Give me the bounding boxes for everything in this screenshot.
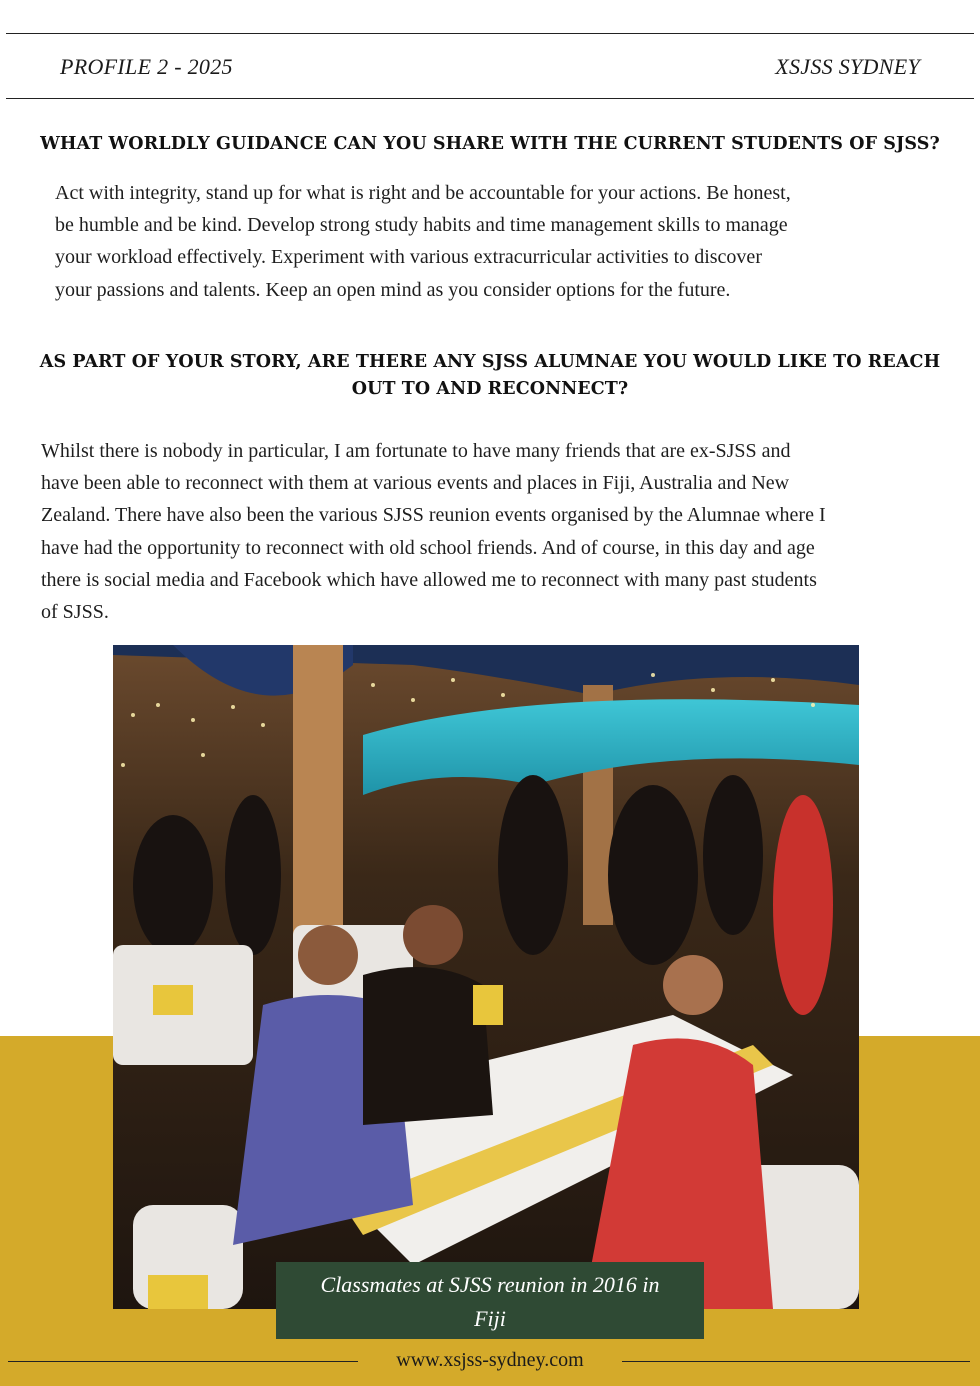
question-2 — [30, 349, 950, 403]
question-2-line: OUT TO AND RECONNECT? — [351, 379, 629, 399]
answer-2-line: have been able to reconnect with them at various events and places in Fiji, Australia and New — [41, 472, 790, 495]
caption-line: Classmates at SJSS reunion in 2016 in — [320, 1272, 660, 1297]
footer-url: www.xsjss-sydney.com — [396, 1349, 584, 1371]
question-2-line: AS PART OF YOUR STORY, ARE THERE ANY SJSS ALUMNAE YOU WOULD LIKE TO REACH — [39, 352, 941, 372]
header-bottom-rule — [6, 98, 974, 99]
answer-1-line: your passions and talents. Keep an open mind as you consider options for the future. — [55, 278, 731, 301]
answer-2-line: Zealand. There have also been the various SJSS reunion events organised by the Alumnae where I — [41, 504, 826, 527]
answer-1-line: your workload effectively. Experiment with various extracurricular activities to discover — [55, 246, 762, 269]
photo-caption — [276, 1262, 704, 1339]
caption-line: Fiji — [474, 1306, 506, 1331]
answer-1-line: be humble and be kind. Develop strong study habits and time management skills to manage — [55, 214, 788, 237]
question-1: WHAT WORLDLY GUIDANCE CAN YOU SHARE WITH THE CURRENT STUDENTS OF SJSS? — [40, 134, 940, 154]
answer-2-line: have had the opportunity to reconnect with old school friends. And of course, in this day and age — [41, 536, 815, 559]
header-top-rule — [6, 33, 974, 34]
reunion-photo — [113, 645, 859, 1309]
answer-1-line: Act with integrity, stand up for what is right and be accountable for your actions. Be honest, — [55, 182, 791, 204]
answer-2 — [41, 435, 961, 628]
answer-2-line: there is social media and Facebook which have allowed me to reconnect with many past students — [41, 568, 817, 591]
profile-label: PROFILE 2 - 2025 — [60, 54, 233, 79]
site-name: XSJSS SYDNEY — [775, 54, 920, 79]
answer-1 — [55, 177, 935, 306]
answer-2-line: of SJSS. — [41, 601, 109, 624]
answer-2-line: Whilst there is nobody in particular, I am fortunate to have many friends that are ex-SJSS and — [41, 440, 791, 462]
